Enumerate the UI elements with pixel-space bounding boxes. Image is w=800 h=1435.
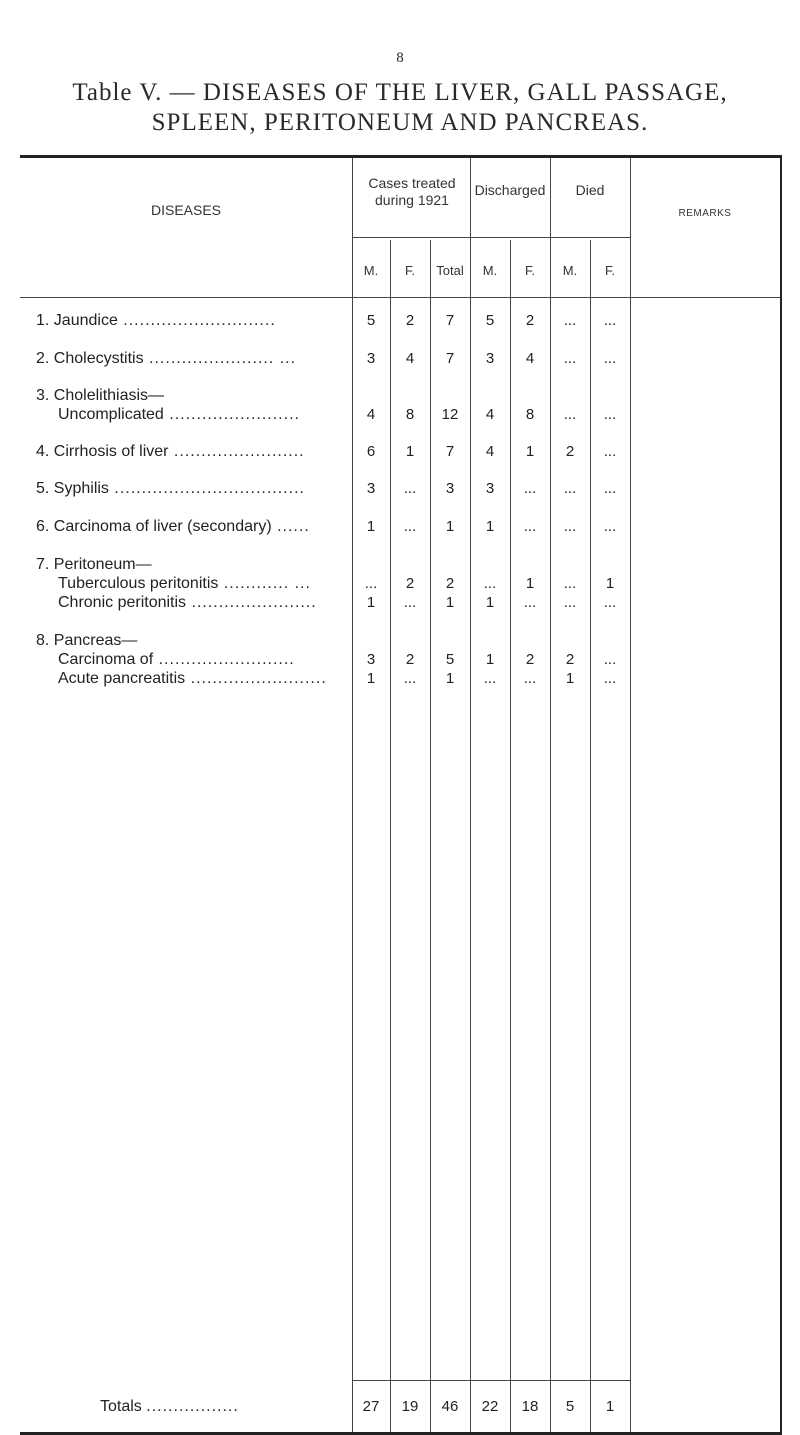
table-cell: ... — [483, 575, 497, 592]
table-top-rule — [20, 155, 782, 158]
subheader-cases-total: Total — [436, 263, 464, 278]
totals-cell: 5 — [565, 1398, 575, 1415]
subheader-cases-m: M. — [363, 263, 379, 278]
totals-row-label — [100, 1398, 239, 1416]
row-label-text: 2. Cholecystitis — [36, 350, 144, 367]
header-died: Died — [575, 182, 605, 198]
table-cell: 5 — [366, 312, 376, 329]
subheader-discharged-f: F. — [524, 263, 536, 278]
table-cell: ... — [603, 350, 617, 367]
table-cell: ... — [603, 518, 617, 535]
table-cell: ... — [603, 443, 617, 460]
totals-cell: 22 — [481, 1398, 499, 1415]
table-cell: ... — [603, 651, 617, 668]
row-label-text: 3. Cholelithiasis— — [36, 387, 165, 404]
table-cell: 4 — [485, 406, 495, 423]
table-cell: 2 — [525, 312, 535, 329]
row-label-text: Tuberculous peritonitis — [58, 575, 219, 592]
table-cell: ... — [483, 670, 497, 687]
table-cell: 8 — [525, 406, 535, 423]
table-cell: 1 — [485, 651, 495, 668]
table-cell: 1 — [445, 518, 455, 535]
table-cell: ... — [563, 518, 577, 535]
table-cell: ... — [563, 594, 577, 611]
table-row-label — [36, 556, 152, 574]
totals-leader-dots: ................. — [146, 1398, 239, 1415]
table-cell: 2 — [525, 651, 535, 668]
leader-dots: ......................... — [185, 670, 327, 687]
subheader-discharged-m: M. — [482, 263, 498, 278]
table-cell: 3 — [445, 480, 455, 497]
table-cell: 1 — [445, 594, 455, 611]
leader-dots: ......................... — [153, 651, 295, 668]
table-row-label — [58, 575, 311, 593]
table-cell: 3 — [485, 350, 495, 367]
table-cell: ... — [603, 594, 617, 611]
table-cell: 3 — [366, 480, 376, 497]
subheader-died-f: F. — [604, 263, 616, 278]
table-cell: ... — [563, 406, 577, 423]
header-remarks: REMARKS — [678, 208, 732, 219]
row-label-text: 7. Peritoneum— — [36, 556, 152, 573]
table-cell: ... — [403, 594, 417, 611]
table-cell: ... — [403, 670, 417, 687]
table-row-label — [36, 350, 296, 368]
subheader-died-m: M. — [562, 263, 578, 278]
table-cell: 4 — [485, 443, 495, 460]
leader-dots: ............ ... — [218, 575, 311, 592]
leader-dots: ....................... — [186, 594, 317, 611]
table-cell: ... — [563, 480, 577, 497]
leader-dots: ........................ — [163, 406, 300, 423]
table-row-label — [58, 670, 327, 688]
table-cell: ... — [523, 518, 537, 535]
table-cell: 4 — [525, 350, 535, 367]
table-row-label — [58, 594, 317, 612]
row-label-text: Uncomplicated — [58, 406, 164, 423]
table-cell: 1 — [525, 443, 535, 460]
table-row-label — [58, 406, 300, 424]
table-cell: 12 — [441, 406, 459, 423]
table-cell: ... — [603, 312, 617, 329]
table-cell: 7 — [445, 443, 455, 460]
table-cell: 2 — [405, 312, 415, 329]
row-label-text: Carcinoma of — [58, 651, 154, 668]
table-cell: 7 — [445, 312, 455, 329]
leader-dots: ....................... ... — [143, 350, 297, 367]
row-label-text: 6. Carcinoma of liver (secondary) — [36, 518, 272, 535]
table-cell: ... — [603, 480, 617, 497]
table-cell: 1 — [605, 575, 615, 592]
leader-dots: ............................ — [117, 312, 276, 329]
table-cell: 3 — [366, 651, 376, 668]
cases-subheader-rule — [352, 237, 470, 238]
totals-cell: 46 — [441, 1398, 459, 1415]
died-subheader-rule — [550, 237, 630, 238]
totals-cell: 27 — [362, 1398, 380, 1415]
table-cell: ... — [523, 480, 537, 497]
table-row-label — [36, 312, 276, 330]
table-cell: 4 — [405, 350, 415, 367]
table-cell: ... — [563, 575, 577, 592]
table-cell: 5 — [445, 651, 455, 668]
table-cell: 2 — [565, 651, 575, 668]
table-cell: 3 — [485, 480, 495, 497]
table-cell: 1 — [366, 594, 376, 611]
title-line-2: SPLEEN, PERITONEUM AND PANCREAS. — [151, 109, 649, 136]
table-cell: 1 — [485, 594, 495, 611]
table-cell: 3 — [366, 350, 376, 367]
row-label-text: Chronic peritonitis — [58, 594, 187, 611]
table-cell: 1 — [565, 670, 575, 687]
table-row-label — [36, 480, 305, 498]
table-cell: ... — [603, 670, 617, 687]
col-divider-died-remarks — [630, 158, 631, 1432]
subheader-cases-f: F. — [404, 263, 416, 278]
table-cell: 2 — [565, 443, 575, 460]
table-cell: ... — [523, 670, 537, 687]
page-number: 8 — [396, 50, 404, 66]
table-cell: 2 — [405, 651, 415, 668]
table-cell: ... — [563, 312, 577, 329]
totals-cell: 19 — [401, 1398, 419, 1415]
totals-top-rule — [352, 1380, 630, 1381]
header-diseases: DISEASES — [150, 202, 222, 218]
totals-label: Totals — [100, 1398, 142, 1415]
table-row-label — [36, 443, 305, 461]
table-cell: 2 — [405, 575, 415, 592]
row-label-text: 4. Cirrhosis of liver — [36, 443, 169, 460]
page-title — [0, 78, 800, 138]
table-cell: ... — [523, 594, 537, 611]
totals-cell: 18 — [521, 1398, 539, 1415]
table-cell: 8 — [405, 406, 415, 423]
discharged-subheader-rule — [470, 237, 550, 238]
row-label-text: Acute pancreatitis — [58, 670, 186, 687]
table-cell: 1 — [445, 670, 455, 687]
leader-dots: ................................... — [108, 480, 305, 497]
table-cell: 1 — [485, 518, 495, 535]
leader-dots: ........................ — [168, 443, 305, 460]
table-row-label — [36, 387, 164, 405]
table-cell: 1 — [525, 575, 535, 592]
table-cell: 1 — [366, 670, 376, 687]
table-cell: ... — [364, 575, 378, 592]
totals-cell: 1 — [605, 1398, 615, 1415]
table-row-label — [58, 651, 295, 669]
row-label-text: 5. Syphilis — [36, 480, 109, 497]
table-cell: ... — [563, 350, 577, 367]
table-cell: 5 — [485, 312, 495, 329]
table-cell: ... — [403, 518, 417, 535]
row-label-text: 1. Jaundice — [36, 312, 118, 329]
table-cell: 2 — [445, 575, 455, 592]
row-label-text: 8. Pancreas— — [36, 632, 138, 649]
table-cell: ... — [603, 406, 617, 423]
table-cell: 4 — [366, 406, 376, 423]
table-cell: 6 — [366, 443, 376, 460]
header-bottom-rule — [20, 297, 780, 298]
table-cell: 7 — [445, 350, 455, 367]
leader-dots: ...... — [271, 518, 310, 535]
table-right-rule — [780, 155, 782, 1435]
table-cell: ... — [403, 480, 417, 497]
table-row-label — [36, 632, 137, 650]
table-row-label — [36, 518, 310, 536]
title-line-1: Table V. — DISEASES OF THE LIVER, GALL PASSAGE, — [72, 79, 728, 106]
header-discharged: Discharged — [474, 182, 546, 198]
table-cell: 1 — [366, 518, 376, 535]
table-cell: 1 — [405, 443, 415, 460]
header-cases-treated: Cases treated during 1921 — [368, 175, 456, 208]
